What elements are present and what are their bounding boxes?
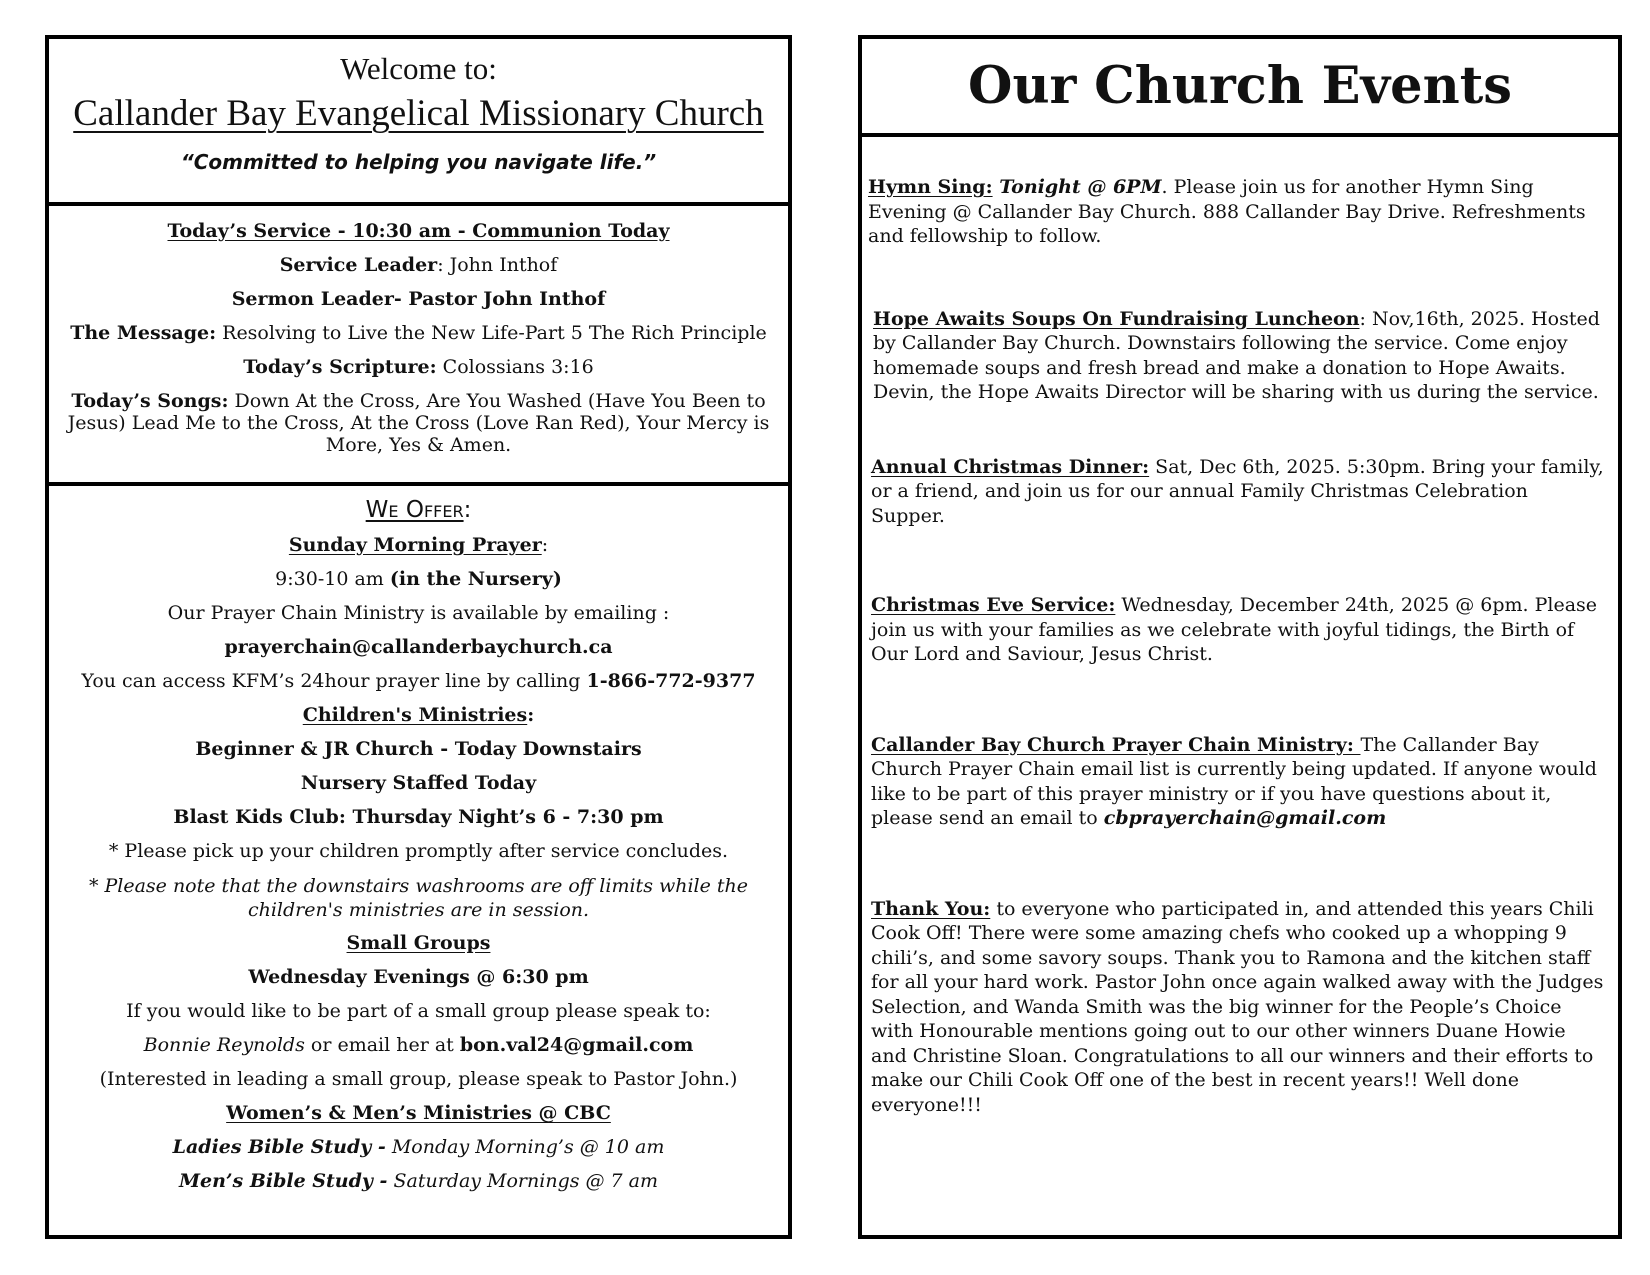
small-groups-heading: Small Groups bbox=[346, 932, 491, 954]
mens-label: Men’s Bible Study - bbox=[178, 1170, 388, 1192]
children-line-1: Beginner & JR Church - Today Downstairs bbox=[195, 738, 642, 760]
the-message bbox=[49, 316, 788, 350]
pickup-note: * Please pick up your children promptly after service concludes. bbox=[108, 840, 729, 862]
we-offer-section bbox=[49, 486, 788, 1198]
todays-service-section bbox=[49, 206, 788, 486]
event-text: . Please join us for another Hymn Sing Evening @ Callander Bay Church. 888 Callander Bay Drive. Refreshments and fellowship to follow. bbox=[868, 176, 1586, 247]
event-christmas-dinner bbox=[868, 455, 1604, 529]
events-header bbox=[862, 39, 1618, 137]
contact-email-link[interactable]: bon.val24@gmail.com bbox=[459, 1034, 694, 1056]
event-text: Wednesday, December 24th, 2025 @ 6pm. Please join us with your families as we celebrate with joyful tidings, the Birth of Our Lord and Saviour, Jesus Christ. bbox=[871, 594, 1598, 665]
service-leader-label: Service Leader bbox=[279, 254, 438, 276]
kfm-prayer-line bbox=[49, 664, 788, 698]
prayer-chain-email-link[interactable]: prayerchain@callanderbaychurch.ca bbox=[224, 636, 613, 658]
ladies-label: Ladies Bible Study - bbox=[172, 1136, 386, 1158]
message-value: Resolving to Live the New Life-Part 5 The Rich Principle bbox=[216, 322, 767, 344]
church-name: Callander Bay Evangelical Missionary Church bbox=[73, 93, 764, 134]
songs-value: Down At the Cross, Are You Washed (Have You Been to Jesus) Lead Me to the Cross, At the Cross (Love Ran Red), Your Mercy is More, Yes & Amen. bbox=[67, 390, 770, 456]
contact-name: Bonnie Reynolds bbox=[143, 1034, 305, 1056]
event-text: Sat, Dec 6th, 2025. 5:30pm. Bring your family, or a friend, and join us for our annual Family Christmas Celebration Supper. bbox=[871, 455, 1604, 527]
event-text: The Callander Bay Church Prayer Chain email list is currently being updated. If anyone would like to be part of this prayer ministry or if you have questions about it, please send an email to bbox=[871, 733, 1597, 829]
we-offer-colon: : bbox=[463, 497, 472, 523]
welcome-intro: Welcome to: bbox=[340, 51, 497, 86]
contact-text: or email her at bbox=[304, 1034, 460, 1056]
mens-bible-study bbox=[49, 1164, 788, 1198]
event-label: Callander Bay Church Prayer Chain Ministry: bbox=[871, 733, 1361, 756]
songs-label: Today’s Songs: bbox=[71, 390, 229, 412]
sunday-prayer-heading-row bbox=[49, 528, 788, 562]
service-leader bbox=[49, 248, 788, 282]
event-label: Thank You: bbox=[871, 897, 991, 920]
colon: : bbox=[541, 534, 549, 556]
prayer-chain-text: Our Prayer Chain Ministry is available by emailing : bbox=[167, 602, 670, 624]
todays-songs bbox=[49, 384, 788, 456]
children-ministries-heading: Children's Ministries bbox=[302, 704, 528, 726]
bulletin-left-panel bbox=[45, 35, 792, 1239]
service-heading: Today’s Service - 10:30 am - Communion Today bbox=[167, 220, 670, 242]
event-thank-you bbox=[868, 897, 1604, 1118]
event-label: Annual Christmas Dinner: bbox=[871, 455, 1150, 478]
prayer-chain-email-link[interactable]: cbprayerchain@gmail.com bbox=[1103, 807, 1387, 829]
sunday-prayer-heading: Sunday Morning Prayer bbox=[288, 534, 542, 556]
event-text: to everyone who participated in, and attended this years Chili Cook Off! There were some amazing chefs who cooked up a whopping 9 chili’s, and some savory soups. Thank you to Ramona and the kitchen staff for all your hard work. Pastor John once again walked away with the Judges Selection, and Wanda Smith was the big winner for the People’s Choice with Honourable mentions going out to our other winners Duane Howie and Christine Sloan. Congratulations to all our winners and their efforts to make our Chili Cook Off one of the best in recent years!! Well done everyone!!! bbox=[871, 897, 1604, 1116]
kfm-text: You can access KFM’s 24hour prayer line by calling bbox=[81, 670, 587, 692]
small-groups-time: Wednesday Evenings @ 6:30 pm bbox=[248, 966, 589, 988]
service-leader-value: : John Inthof bbox=[437, 254, 558, 276]
message-label: The Message: bbox=[70, 322, 217, 344]
ladies-bible-study bbox=[49, 1130, 788, 1164]
todays-scripture bbox=[49, 350, 788, 384]
event-text: : Nov,16th, 2025. Hosted by Callander Bay Church. Downstairs following the service. Come enjoy homemade soups and fresh bread and make a donation to Hope Awaits. Devin, the Hope Awaits Director will be sharing with us during the service. bbox=[873, 307, 1600, 403]
events-right-panel bbox=[858, 35, 1622, 1239]
event-soups-luncheon bbox=[868, 307, 1604, 405]
event-label: Christmas Eve Service: bbox=[871, 594, 1116, 616]
event-label: Hope Awaits Soups On Fundraising Luncheon bbox=[873, 307, 1360, 330]
events-title: Our Church Events bbox=[968, 56, 1512, 116]
children-line-2: Nursery Staffed Today bbox=[300, 772, 537, 794]
events-list bbox=[862, 175, 1618, 1117]
sermon-leader: Sermon Leader- Pastor John Inthof bbox=[231, 288, 606, 310]
mens-time: Saturday Mornings @ 7 am bbox=[387, 1170, 659, 1192]
event-christmas-eve bbox=[868, 593, 1604, 667]
event-hymn-sing bbox=[868, 175, 1604, 249]
ministries-heading: Women’s & Men’s Ministries @ CBC bbox=[226, 1102, 611, 1124]
event-emphasis: Tonight @ 6PM bbox=[992, 176, 1162, 198]
prayer-location: (in the Nursery) bbox=[389, 568, 562, 590]
ladies-time: Monday Morning’s @ 10 am bbox=[385, 1136, 665, 1158]
event-prayer-chain bbox=[868, 733, 1604, 831]
kfm-phone[interactable]: 1-866-772-9377 bbox=[586, 670, 756, 692]
small-groups-contact bbox=[49, 1028, 788, 1062]
welcome-header bbox=[49, 39, 788, 206]
small-groups-text: If you would like to be part of a small group please speak to: bbox=[126, 1000, 711, 1022]
event-label: Hymn Sing: bbox=[868, 176, 993, 198]
children-line-3: Blast Kids Club: Thursday Night’s 6 - 7:30 pm bbox=[173, 806, 664, 828]
leading-text: (Interested in leading a small group, please speak to Pastor John.) bbox=[99, 1068, 738, 1090]
washroom-note: * Please note that the downstairs washrooms are off limits while the children's ministries are in session. bbox=[88, 875, 749, 921]
scripture-label: Today’s Scripture: bbox=[243, 356, 437, 378]
scripture-value: Colossians 3:16 bbox=[436, 356, 594, 378]
church-motto: “Committed to helping you navigate life.” bbox=[180, 150, 657, 174]
prayer-time-row bbox=[49, 562, 788, 596]
we-offer-title: We Offer bbox=[365, 497, 464, 523]
children-heading-row bbox=[49, 698, 788, 732]
prayer-time: 9:30-10 am bbox=[275, 568, 390, 590]
colon: : bbox=[527, 704, 535, 726]
